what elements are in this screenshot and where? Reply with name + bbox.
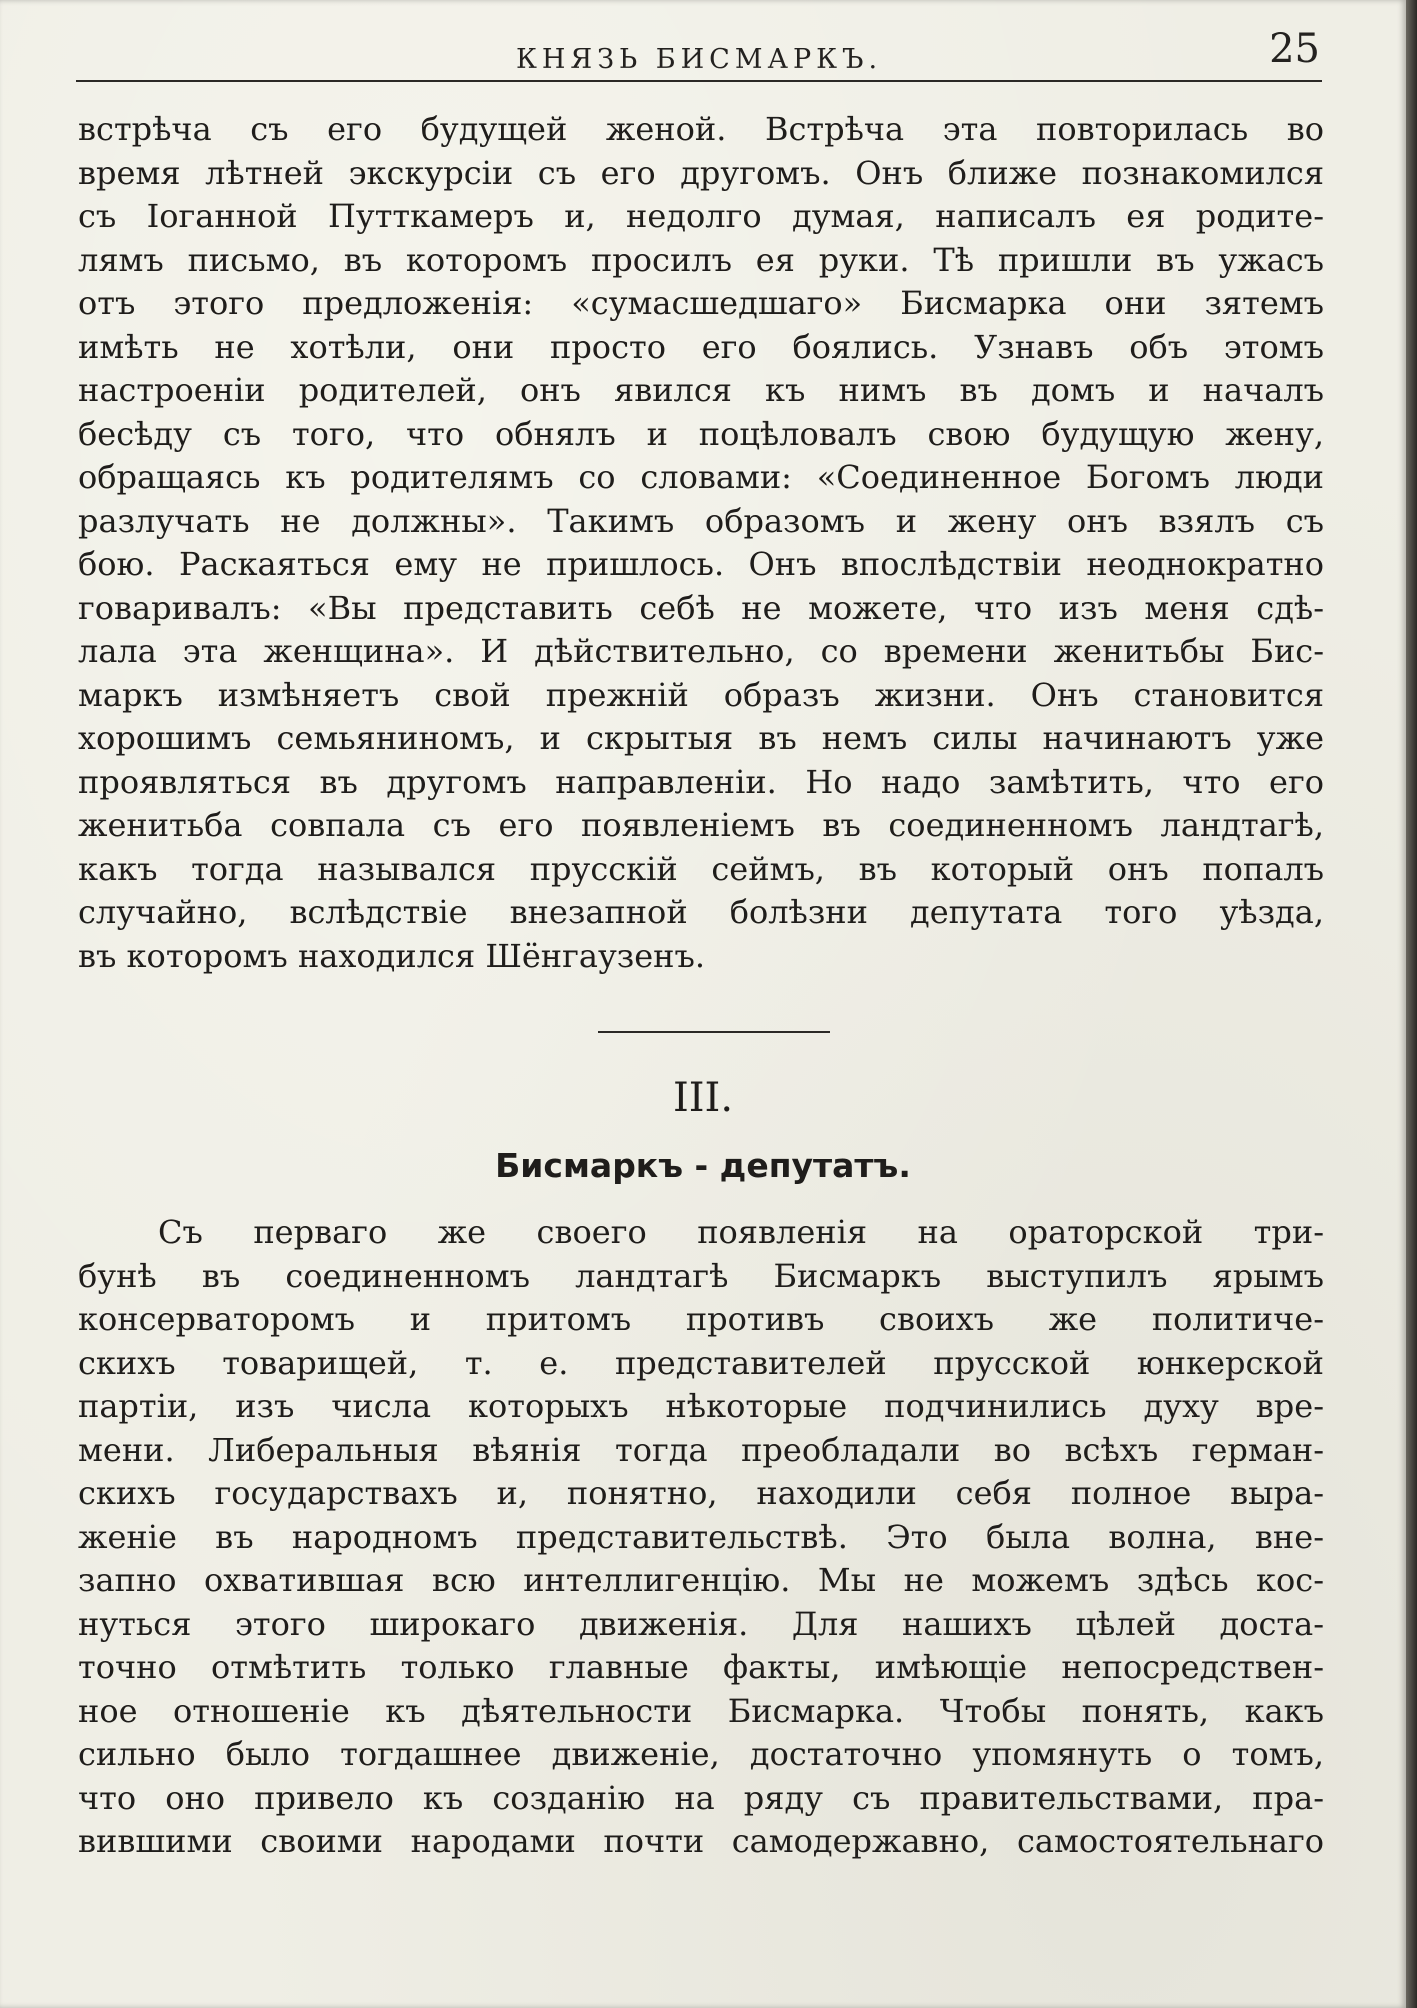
running-header (76, 24, 1322, 82)
text-line: хорошимъ семьяниномъ, и скрытыя въ немъ силы начинаютъ уже (78, 719, 1324, 757)
text-line: вившими своими народами почти самодержавно, самостоятельнаго (78, 1822, 1324, 1860)
text-line: время лѣтней экскурсіи съ его другомъ. Онъ ближе познакомился (78, 153, 1324, 192)
text-line: сильно было тогдашнее движеніе, достаточно упомянуть о томъ, (78, 1735, 1324, 1773)
text-line: разлучать не должны». Такимъ образомъ и жену онъ взялъ съ (78, 501, 1324, 540)
section-heading: Бисмаркъ - депутатъ. (495, 1146, 911, 1185)
paragraph-1 (78, 108, 1324, 978)
text-line: нуться этого широкаго движенія. Для нашихъ цѣлей доста- (78, 1604, 1324, 1643)
text-line: скихъ государствахъ и, понятно, находили себя полное выра- (78, 1474, 1324, 1512)
text-line: въ которомъ находился Шёнгаузенъ. (78, 936, 706, 975)
page-edge-shadow (1406, 0, 1417, 2008)
text-line: что оно привело къ созданію на ряду съ правительствами, пра- (78, 1778, 1324, 1817)
text-line: точно отмѣтить только главные факты, имѣющіе непосредствен- (78, 1648, 1324, 1686)
text-line: настроеніи родителей, онъ явился къ нимъ въ домъ и началъ (78, 371, 1324, 409)
text-line: партіи, изъ числа которыхъ нѣкоторые подчинились духу вре- (78, 1387, 1324, 1425)
text-line: обращаясь къ родителямъ со словами: «Соединенное Богомъ люди (78, 458, 1324, 496)
text-line: Съ перваго же своего появленія на ораторской три- (158, 1213, 1324, 1251)
text-line: консерваторомъ и притомъ противъ своихъ же политиче- (78, 1300, 1324, 1338)
text-line: отъ этого предложенія: «сумасшедшаго» Бисмарка они зятемъ (78, 284, 1324, 322)
page-number: 25 (1269, 26, 1320, 72)
text-line: проявляться въ другомъ направленіи. Но надо замѣтить, что его (78, 762, 1324, 801)
text-line: бунѣ въ соединенномъ ландтагѣ Бисмаркъ выступилъ ярымъ (78, 1256, 1324, 1295)
text-line: случайно, вслѣдствіе внезапной болѣзни депутата того уѣзда, (78, 893, 1324, 931)
text-line: встрѣча съ его будущей женой. Встрѣча эта повторилась во (78, 110, 1324, 148)
text-line: какъ тогда назывался прусскій сеймъ, въ который онъ попалъ (78, 849, 1324, 888)
paragraph-2 (78, 1211, 1324, 1864)
text-line: лямъ письмо, въ которомъ просилъ ея руки. Тѣ пришли въ ужасъ (78, 240, 1324, 279)
text-line: говаривалъ: «Вы представить себѣ не можете, что изъ меня сдѣ- (78, 588, 1324, 627)
running-title: КНЯЗЬ БИСМАРКЪ. (515, 44, 883, 75)
text-line: лала эта женщина». И дѣйствительно, со времени женитьбы Бис- (78, 632, 1324, 670)
text-line: ное отношеніе къ дѣятельности Бисмарка. Чтобы понять, какъ (78, 1691, 1324, 1730)
text-line: бою. Раскаяться ему не пришлось. Онъ впослѣдствіи неоднократно (78, 545, 1324, 583)
text-line: имѣть не хотѣли, они просто его боялись. Узнавъ объ этомъ (78, 327, 1324, 366)
text-line: женіе въ народномъ представительствѣ. Это была волна, вне- (78, 1517, 1324, 1556)
text-line: скихъ товарищей, т. е. представителей прусской юнкерской (78, 1343, 1324, 1382)
text-line: мени. Либеральныя вѣянія тогда преобладали во всѣхъ герман- (78, 1430, 1324, 1469)
text-line: съ Іоганной Путткамеръ и, недолго думая, написалъ ея родите- (78, 197, 1324, 235)
section-divider (598, 1031, 830, 1033)
text-line: маркъ измѣняетъ свой прежній образъ жизни. Онъ становится (78, 675, 1324, 714)
section-number: III. (672, 1075, 734, 1121)
text-line: бесѣду съ того, что обнялъ и поцѣловалъ свою будущую жену, (78, 414, 1324, 453)
text-line: женитьба совпала съ его появленіемъ въ соединенномъ ландтагѣ, (78, 806, 1324, 844)
text-line: запно охватившая всю интеллигенцію. Мы не можемъ здѣсь кос- (78, 1561, 1324, 1599)
